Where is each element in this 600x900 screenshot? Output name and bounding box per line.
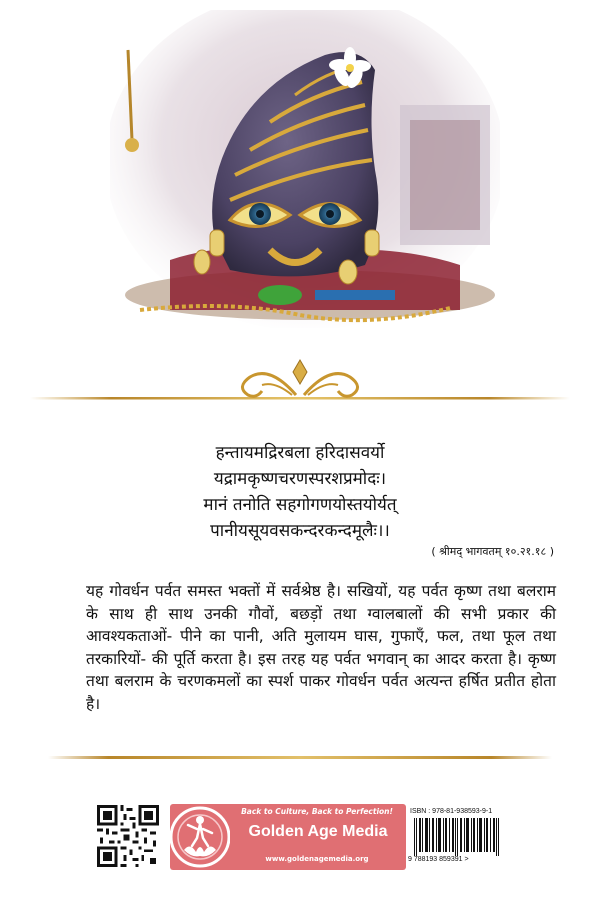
prose-line: तथा तरकारियों- की पूर्ति करता है। इस तरह यह पर्वत भगवान् xyxy=(86,627,556,668)
prose-line: पीने का पानी, अति मुलायम घास, गुफाएँ, फल, तथा फूल xyxy=(180,627,526,646)
verse-line: हन्तायमद्रिरबला हरिदासवर्यो xyxy=(215,443,385,463)
qr-code-icon xyxy=(97,805,159,867)
hindi-description xyxy=(86,580,556,716)
lotus-dancer-icon xyxy=(170,800,230,874)
gold-scroll-ornament-icon xyxy=(0,355,600,415)
publisher-tagline: Back to Culture, Back to Perfection! xyxy=(241,807,393,816)
isbn-text: ISBN : 978-81-938593-9-1 xyxy=(410,808,493,815)
barcode-icon xyxy=(410,818,502,856)
verse-line: मानं तनोति सहगोगणयोस्तयोर्यत् xyxy=(203,495,397,515)
publisher-name: Golden Age Media xyxy=(248,823,388,840)
prose-line: का आदर करता है। कृष्ण तथा बलराम के चरणकमलों का स्पर्श xyxy=(86,649,556,691)
verse-line: पानीयसूयवसकन्दरकन्दमूलैः।। xyxy=(210,521,390,541)
prose-line: बछड़ों तथा ग्वालबालों की सभी प्रकार की आवश्यकताओं- xyxy=(86,604,556,646)
prose-line: यह पर्वत कृष्ण तथा बलराम के साथ ही साथ उनकी गौवों, xyxy=(86,582,556,623)
gold-divider xyxy=(48,756,552,759)
publisher-logo xyxy=(170,804,406,870)
govardhan-shila-photo xyxy=(110,10,500,328)
prose-line: यह गोवर्धन पर्वत समस्त भक्तों में सर्वश्रेष्ठ है। सखियों, xyxy=(86,582,393,600)
verse-source: ( श्रीमद् भागवतम् १०.२१.१८ ) xyxy=(431,545,554,558)
prose-line: पाकर गोवर्धन पर्वत अत्यन्त हर्षित प्रतीत होता है। xyxy=(86,672,557,713)
publisher-website: www.goldenagemedia.org xyxy=(265,855,369,863)
barcode-digits: 9 788193 859391 > xyxy=(408,856,469,863)
sanskrit-verse xyxy=(0,440,600,544)
verse-line: यद्रामकृष्णचरणस्परशप्रमोदः। xyxy=(213,469,387,489)
